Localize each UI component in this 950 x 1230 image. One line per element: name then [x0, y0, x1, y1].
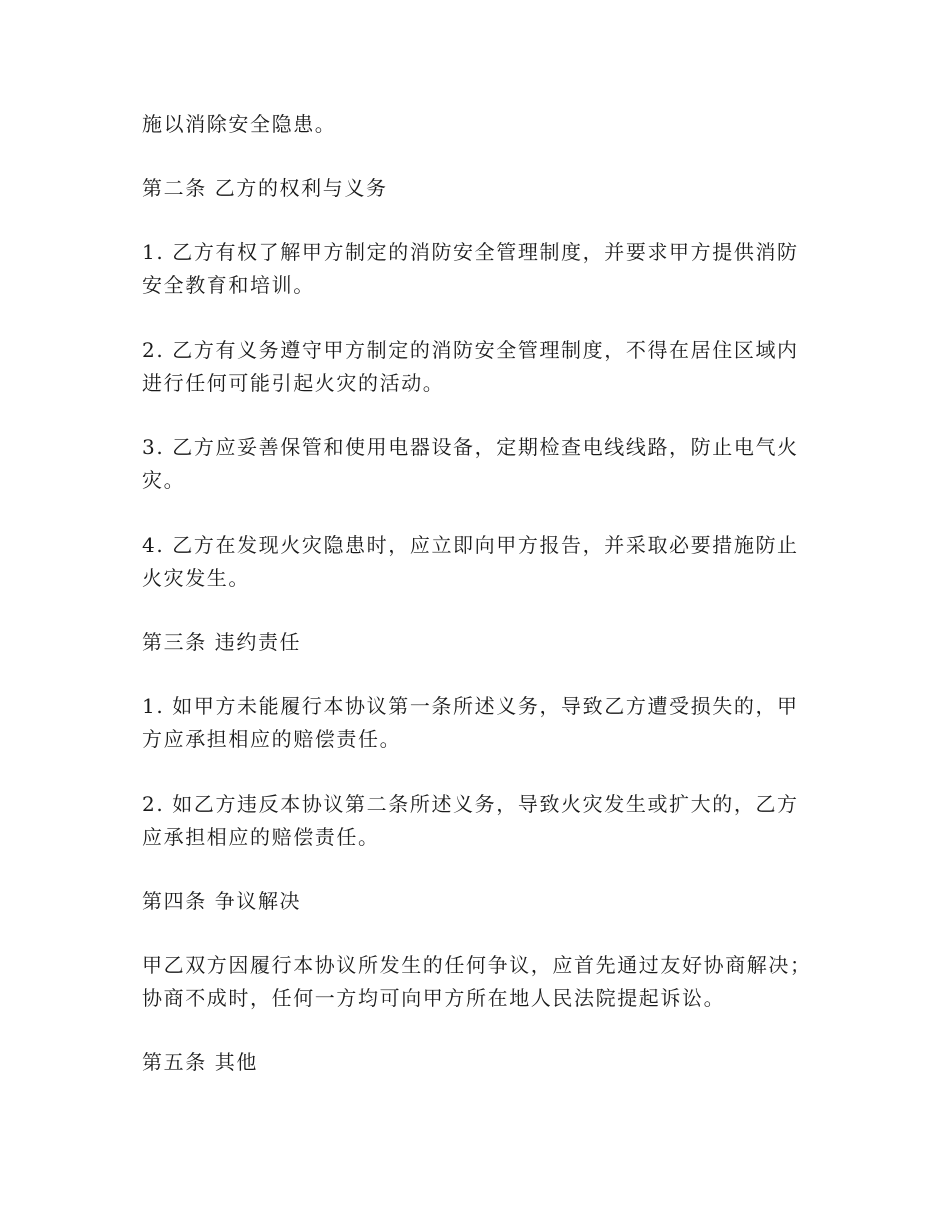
heading-text: 第二条 乙方的权利与义务 — [142, 176, 388, 200]
section-heading-article-3 — [142, 626, 812, 659]
clause-2-4 — [142, 529, 812, 595]
text-line: 4. 乙方在发现火灾隐患时，应立即向甲方报告，并采取必要措施防止 — [142, 533, 799, 557]
text-line: 1. 如甲方未能履行本协议第一条所述义务，导致乙方遭受损失的，甲 — [142, 694, 799, 718]
text-line: 2. 如乙方违反本协议第二条所述义务，导致火灾发生或扩大的，乙方 — [142, 792, 799, 816]
heading-text: 第五条 其他 — [142, 1050, 258, 1074]
section-heading-article-5 — [142, 1046, 812, 1079]
clause-2-2 — [142, 334, 812, 400]
text-line: 应承担相应的赔偿责任。 — [142, 825, 380, 849]
heading-text: 第四条 争议解决 — [142, 889, 302, 913]
text-line: 2. 乙方有义务遵守甲方制定的消防安全管理制度，不得在居住区域内 — [142, 338, 799, 362]
clause-2-1 — [142, 236, 812, 302]
text-line: 施以消除安全隐患。 — [142, 112, 337, 136]
text-line: 火灾发生。 — [142, 566, 250, 590]
clause-3-1 — [142, 690, 812, 756]
heading-text: 第三条 违约责任 — [142, 630, 302, 654]
text-line: 方应承担相应的赔偿责任。 — [142, 727, 402, 751]
text-line: 安全教育和培训。 — [142, 273, 315, 297]
clause-2-3 — [142, 431, 812, 497]
text-line: 协商不成时，任何一方均可向甲方所在地人民法院提起诉讼。 — [142, 986, 726, 1010]
section-heading-article-2 — [142, 172, 812, 205]
text-line: 3. 乙方应妥善保管和使用电器设备，定期检查电线线路，防止电气火 — [142, 435, 799, 459]
text-line: 1. 乙方有权了解甲方制定的消防安全管理制度，并要求甲方提供消防 — [142, 240, 799, 264]
text-line: 进行任何可能引起火灾的活动。 — [142, 371, 445, 395]
paragraph-continuation — [142, 108, 812, 141]
dispute-resolution-paragraph — [142, 949, 812, 1015]
clause-3-2 — [142, 788, 812, 854]
text-line: 甲乙双方因履行本协议所发生的任何争议，应首先通过友好协商解决； — [142, 953, 812, 977]
text-line: 灾。 — [142, 468, 186, 492]
section-heading-article-4 — [142, 885, 812, 918]
